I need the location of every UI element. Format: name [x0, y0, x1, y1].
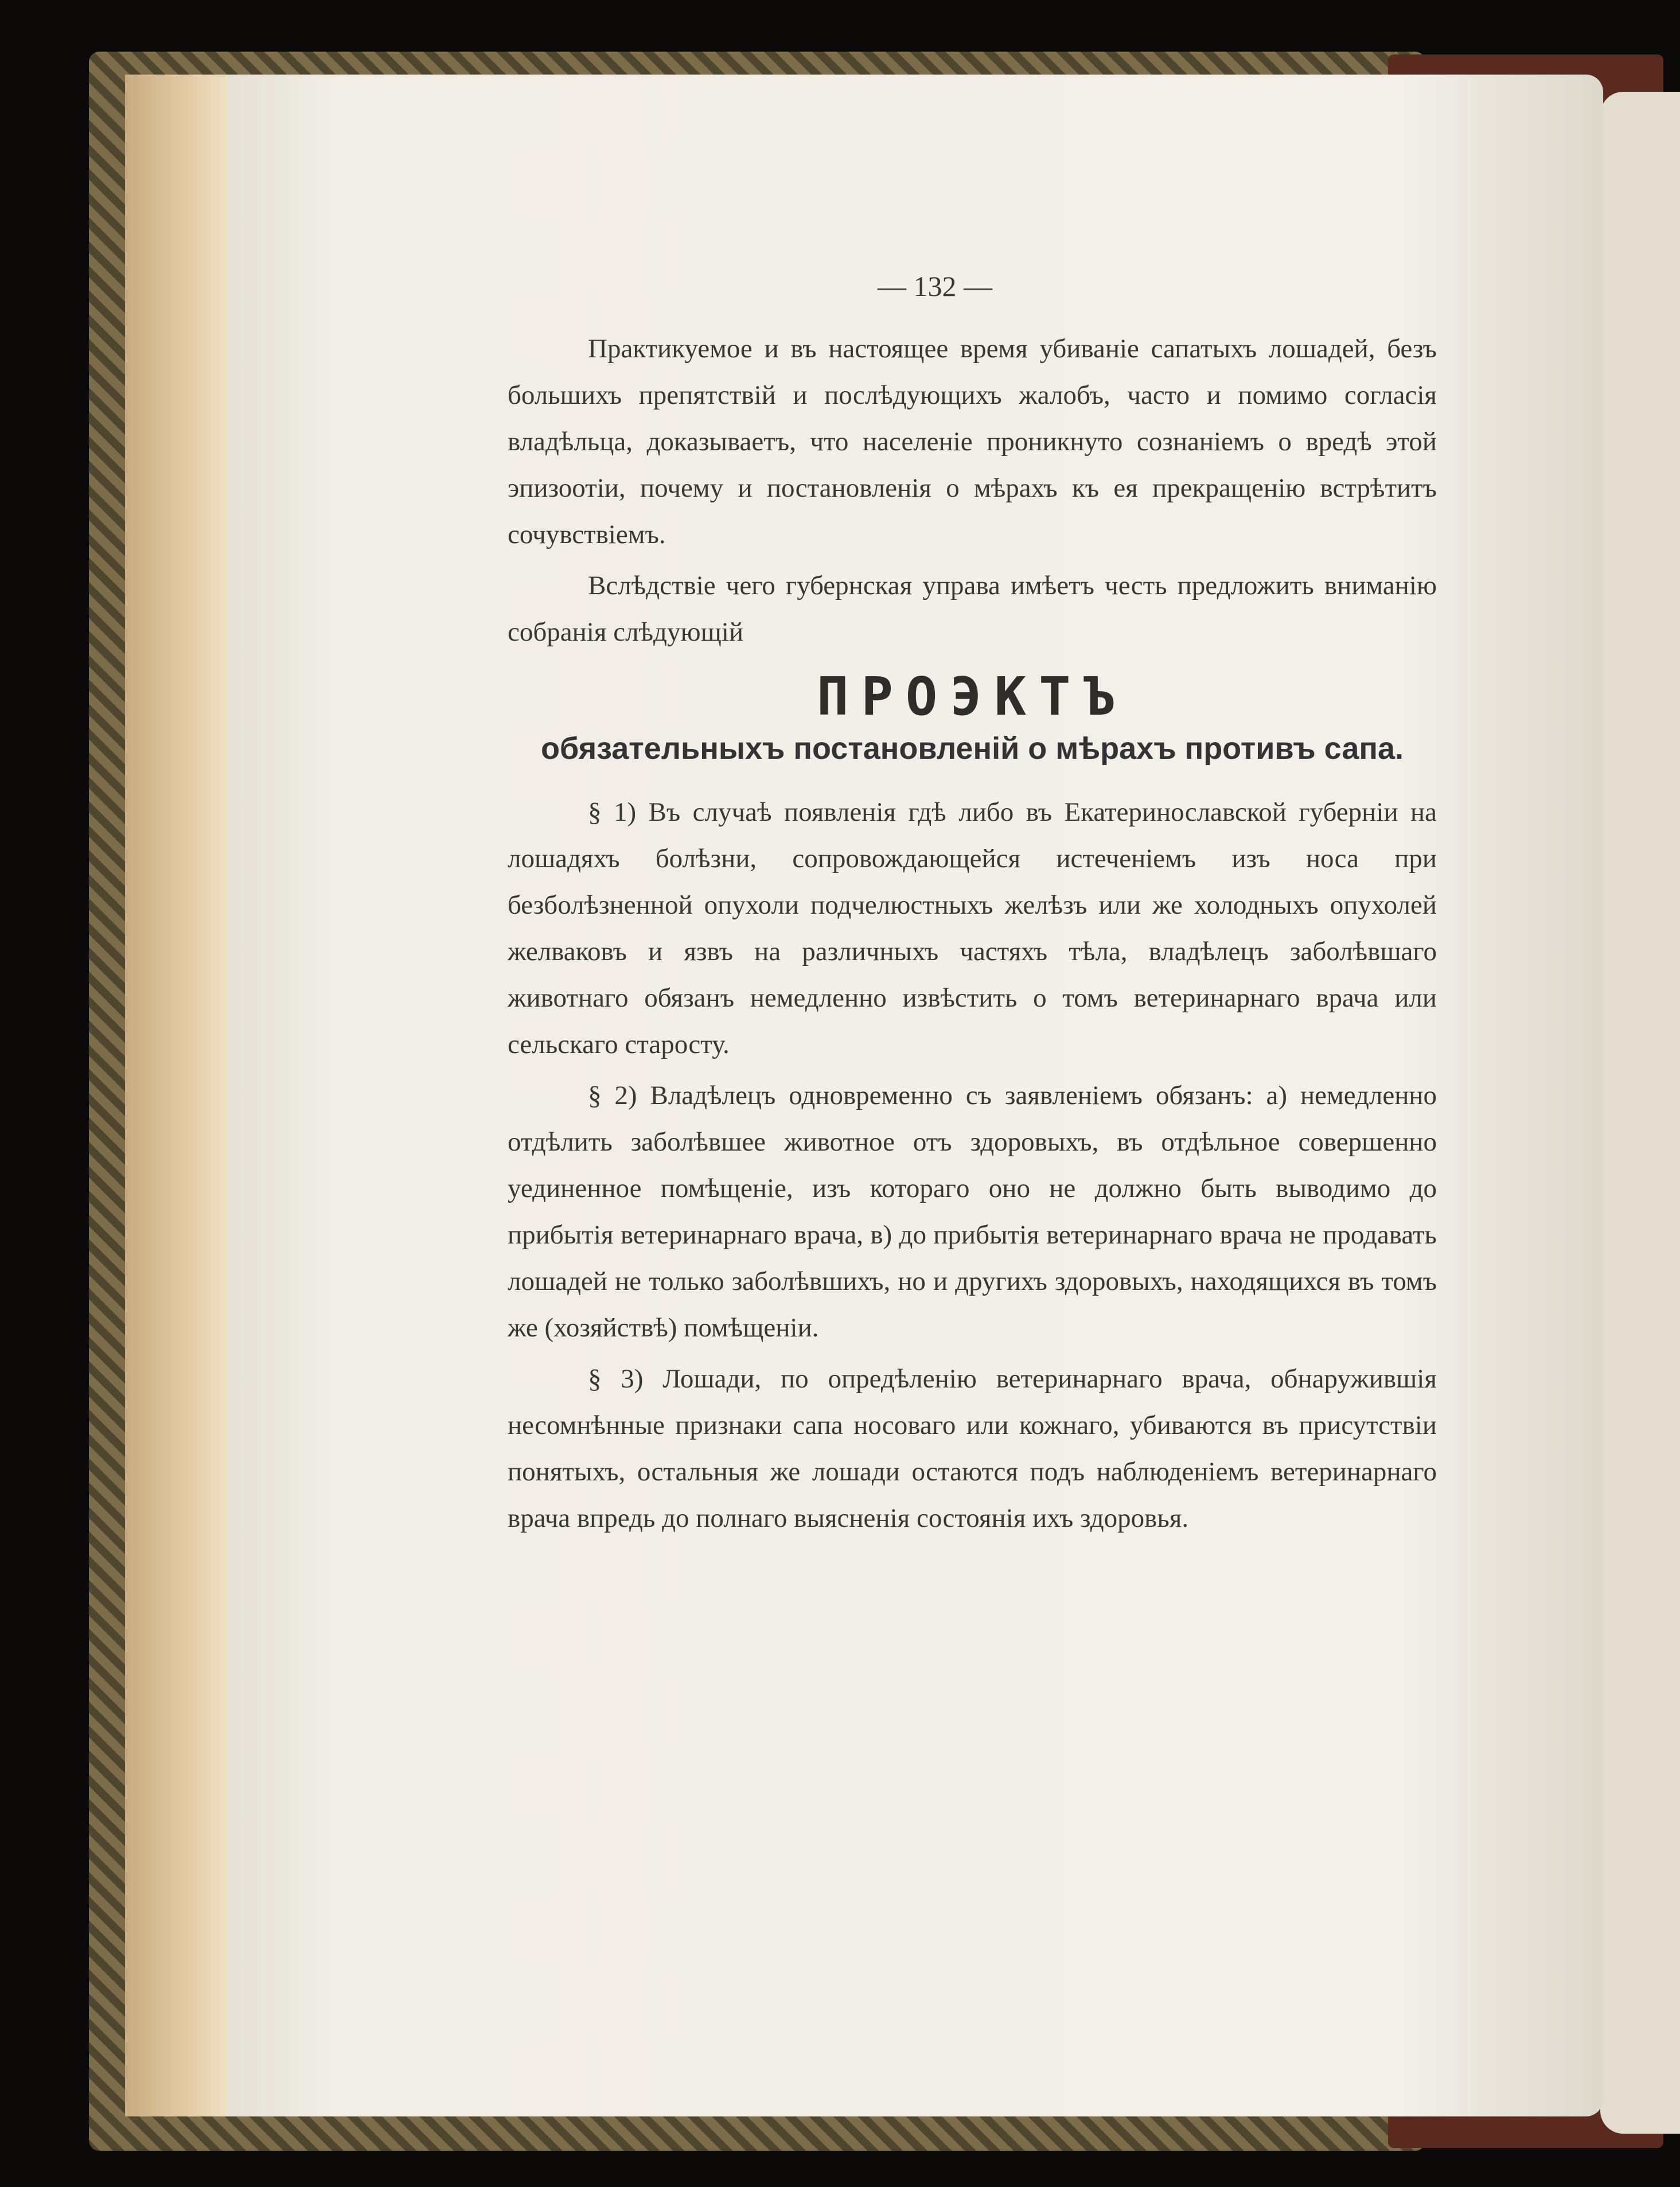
section-paragraph: § 3) Лошади, по опредѣленію ветеринарнаго врача, обнаружившія несомнѣнные признаки сапа носоваго или кожнаго, убиваются въ присутствіи понятыхъ, остальныя же лошади остаются подъ наблюденіемъ ветеринарнаго врача впредь до полнаго выясненія состоянія ихъ здоровья.	[508, 1364, 1437, 1533]
intro-paragraph: Практикуемое и въ настоящее время убиваніе сапатыхъ лошадей, безъ большихъ препятствій и послѣдующихъ жалобъ, часто и помимо согласія владѣльца, доказываетъ, что населеніе проникнуто сознаніемъ о вредѣ этой эпизоотіи, почему и постановленія о мѣрахъ къ ея прекращенію встрѣтитъ сочувствіемъ.	[508, 334, 1437, 549]
facing-page-edge	[1600, 92, 1680, 2134]
subheading: обязательныхъ постановленій о мѣрахъ противъ сапа.	[540, 731, 1404, 766]
page-stack-edge	[125, 75, 229, 2116]
heading: ПРОЭКТЪ	[817, 666, 1128, 727]
page-text	[508, 270, 1437, 1546]
section-paragraph: § 2) Владѣлецъ одновременно съ заявленіемъ обязанъ: а) немедленно отдѣлить заболѣвшее животное отъ здоровыхъ, въ отдѣльное совершенно уединенное помѣщеніе, изъ которагo оно не должно быть выводимо до прибытія ветеринарнаго врача, в) до прибытія ветеринарнаго врача не продавать лошадей не только заболѣвшихъ, но и другихъ здоровыхъ, находящихся въ томъ же (хозяйствѣ) помѣщеніи.	[508, 1081, 1437, 1343]
page-number: — 132 —	[878, 270, 992, 302]
intro-paragraph: Вслѣдствіе чего губернская управа имѣетъ честь предложить вниманію собранія слѣдующій	[508, 571, 1437, 647]
section-paragraph: § 1) Въ случаѣ появленія гдѣ либо въ Екатеринославской губерніи на лошадяхъ болѣзни, сопровождающейся истеченіемъ изъ носа при безболѣзненной опухоли подчелюстныхъ желѣзъ или же холодныхъ опухолей желваковъ и язвъ на различныхъ частяхъ тѣла, владѣлецъ заболѣвшаго животнаго обязанъ немедленно извѣстить о томъ ветеринарнаго врача или сельскаго старосту.	[508, 797, 1437, 1059]
